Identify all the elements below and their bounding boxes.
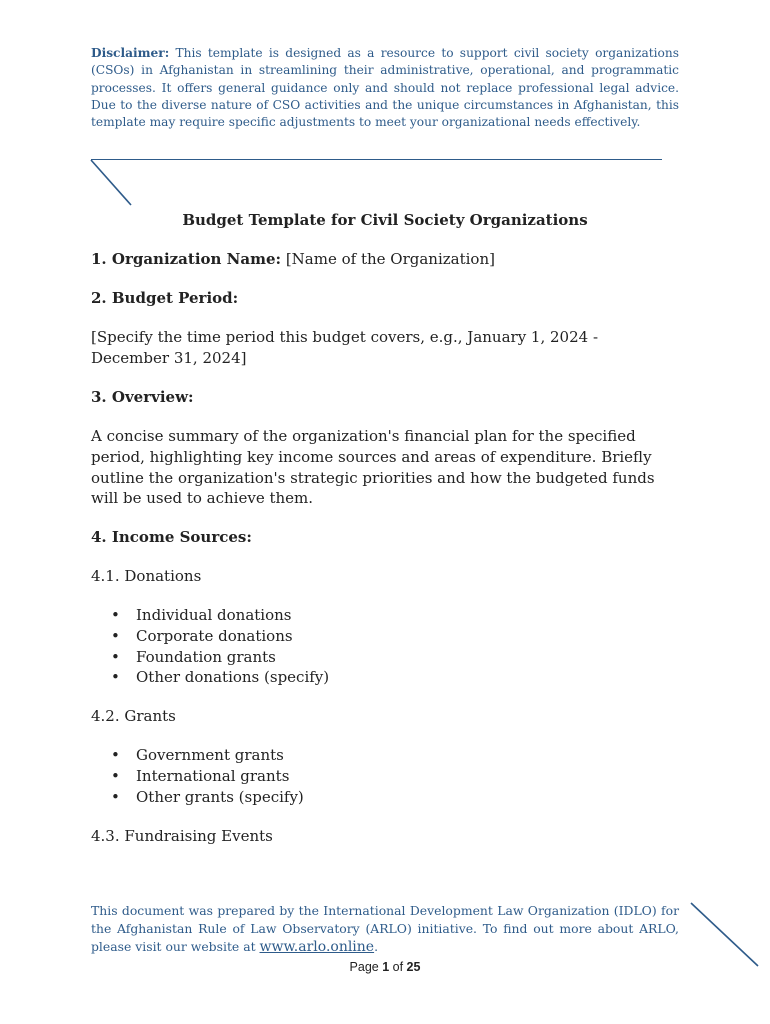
bullet-icon: • <box>111 746 120 764</box>
footer-note-end: . <box>374 939 379 954</box>
list-item: • Foundation grants <box>111 647 276 666</box>
overview-heading-text: 3. Overview: <box>91 388 194 406</box>
website-link[interactable]: www.arlo.online <box>259 939 375 955</box>
list-item: • Other donations (specify) <box>111 668 330 687</box>
bullet-icon: • <box>111 647 120 666</box>
document-title: Budget Template for Civil Society Organizations <box>182 211 588 229</box>
grants-list <box>91 745 304 807</box>
org-name-heading: 1. Organization Name: <box>91 250 282 268</box>
org-name-value: [Name of the Organization] <box>281 250 495 268</box>
disclaimer-text: This template is designed as a resource to support civil society organizations (CSOs) in Afghanistan in streamlining their administrative, operational, and programmatic processes. It offers general guidance only and should not replace professional legal advice. Due to the diverse nature of CSO activities and the unique circumstances in Afghanistan, this template may require specific adjustments to meet your organizational needs effectively. <box>91 46 679 130</box>
bullet-icon: • <box>111 626 120 645</box>
list-item: • International grants <box>111 766 290 785</box>
donations-list <box>91 605 329 688</box>
budget-period-heading-text: 2. Budget Period: <box>91 289 239 307</box>
grants-heading: 4.2. Grants <box>91 707 176 725</box>
page-total: 25 <box>406 960 421 974</box>
page-number: Page 1 of 25 <box>349 960 421 974</box>
budget-period-heading <box>91 288 671 309</box>
overview-heading <box>91 387 671 408</box>
org-name-line <box>91 249 671 270</box>
disclaimer <box>91 45 679 131</box>
bullet-icon: • <box>111 606 120 624</box>
bullet-icon: • <box>111 787 120 806</box>
bullet-icon: • <box>111 766 120 785</box>
list-item: • Individual donations <box>111 606 292 624</box>
header-corner-stroke <box>89 158 135 208</box>
list-item: • Other grants (specify) <box>111 787 304 806</box>
income-heading-text: 4. Income Sources: <box>91 528 252 546</box>
footer-note <box>91 902 679 956</box>
donations-heading: 4.1. Donations <box>91 567 202 585</box>
header-divider <box>91 159 662 160</box>
footer-note-text: This document was prepared by the International Development Law Organization (IDLO) for the Afghanistan Rule of Law Observatory (ARLO) initiative. To find out more about ARLO, please visit our website at <box>91 903 679 954</box>
budget-period-text: [Specify the time period this budget covers, e.g., January 1, 2024 - December 31, 2024] <box>91 328 599 367</box>
fundraising-heading: 4.3. Fundraising Events <box>91 827 273 845</box>
list-item: • Corporate donations <box>111 626 293 645</box>
income-heading <box>91 527 671 548</box>
disclaimer-label: Disclaimer: <box>91 46 170 60</box>
list-item: • Government grants <box>111 746 284 764</box>
page-current: 1 <box>382 960 390 974</box>
overview-text: A concise summary of the organization's financial plan for the specified period, highlighting key income sources and areas of expenditure. Briefly outline the organization's strategic priorities and how the budgeted funds will be used to achieve them. <box>91 427 655 508</box>
bullet-icon: • <box>111 668 120 687</box>
